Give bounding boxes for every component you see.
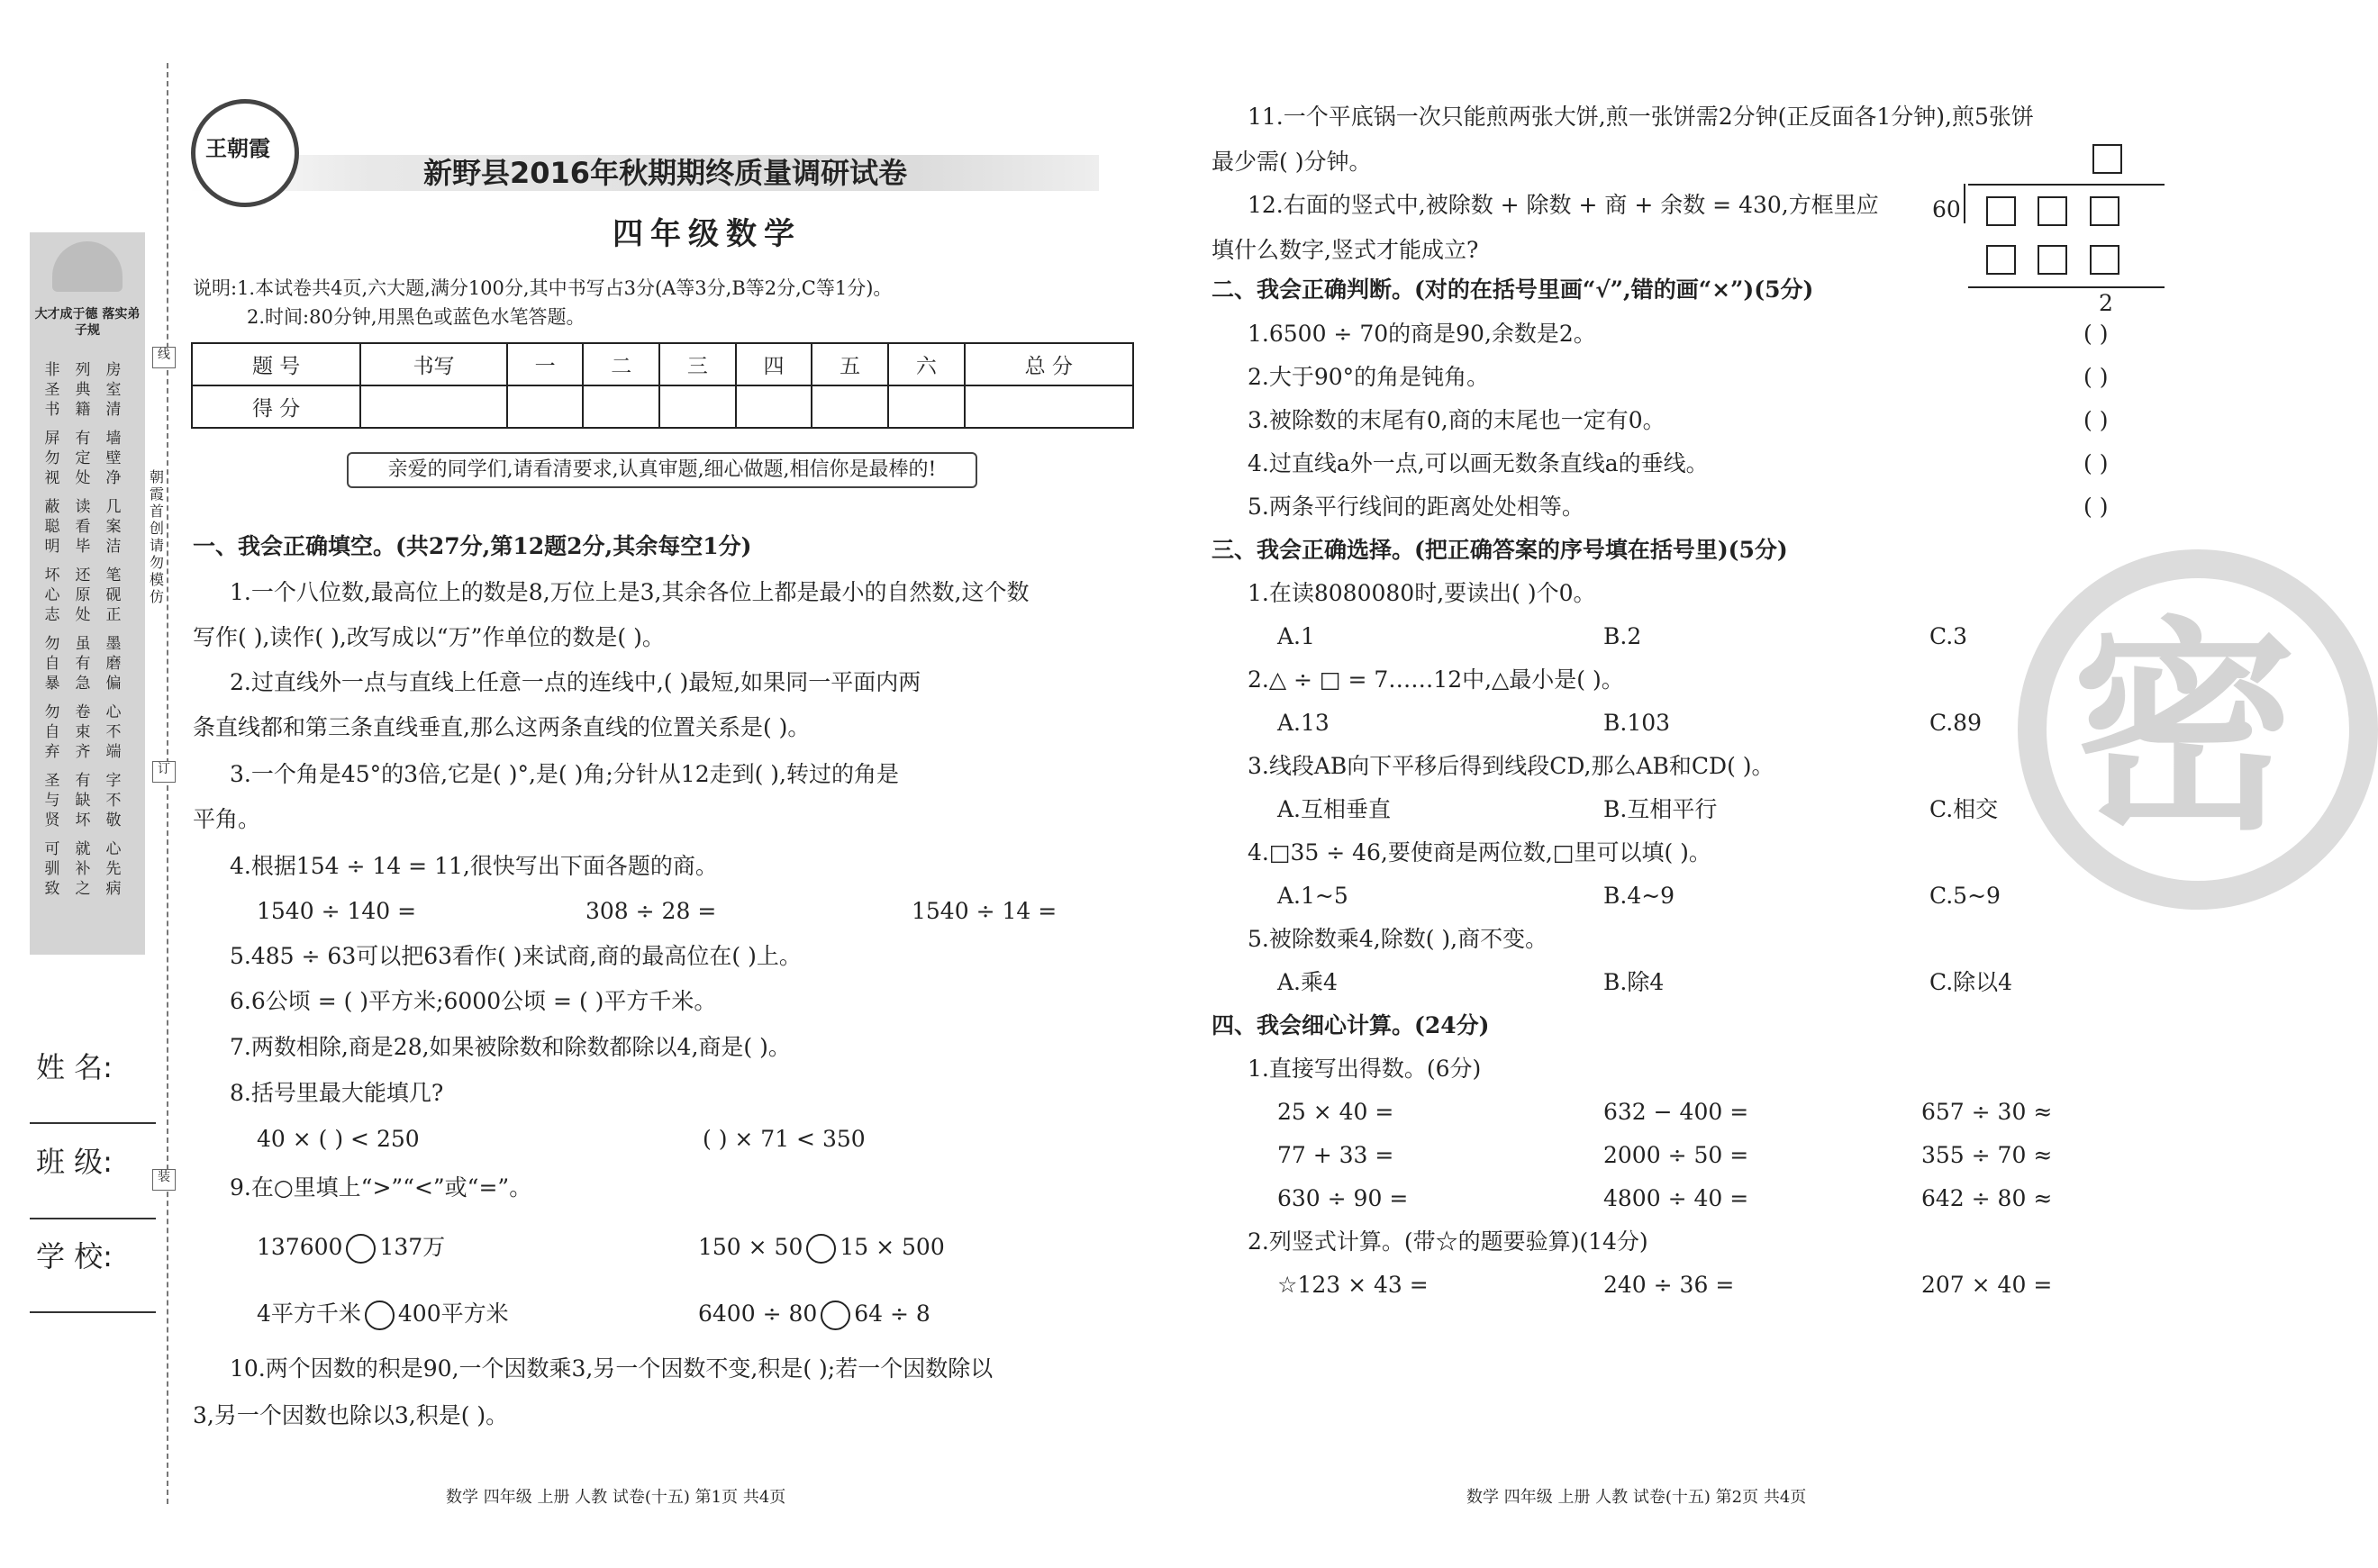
sidebar-char: 虽 bbox=[75, 635, 91, 653]
section1-title: 一、我会正确填空。(共27分,第12题2分,其余每空1分) bbox=[193, 533, 752, 559]
choice-question: 1.在读8080080时,要读出( )个0。 bbox=[1248, 580, 1596, 606]
compare-circle[interactable] bbox=[346, 1234, 376, 1264]
score-header-cell: 一 bbox=[507, 343, 584, 385]
sidebar-char: 就 bbox=[75, 840, 91, 858]
score-row-label: 得 分 bbox=[192, 385, 360, 428]
sidebar-char: 字 bbox=[105, 772, 122, 790]
sidebar-char: 净 bbox=[105, 469, 122, 487]
binding-mark-line: 线 bbox=[152, 347, 176, 368]
watermark-char: 密 bbox=[2072, 598, 2297, 860]
sidebar-char: 与 bbox=[44, 792, 60, 810]
class-label: 班 级: bbox=[36, 1145, 113, 1179]
judge-item: 4.过直线a外一点,可以画无数条直线a的垂线。 bbox=[1248, 450, 1709, 476]
question-4-item: 1540 ÷ 140 = bbox=[257, 898, 417, 924]
choice-option[interactable]: B.103 bbox=[1603, 710, 1671, 736]
digit-box[interactable] bbox=[1986, 245, 2016, 275]
sidebar-char: 正 bbox=[105, 606, 122, 624]
sidebar-char: 自 bbox=[44, 655, 60, 673]
binding-mark-bind: 装 bbox=[152, 1169, 176, 1191]
judge-item: 5.两条平行线间的距离处处相等。 bbox=[1248, 494, 1584, 520]
judge-answer[interactable]: ( ) bbox=[2083, 494, 2109, 520]
sidebar-char: 束 bbox=[75, 723, 91, 741]
question-3-line2: 平角。 bbox=[193, 806, 261, 832]
choice-option[interactable]: A.1~5 bbox=[1277, 883, 1348, 909]
question-2-line1: 2.过直线外一点与直线上任意一点的连线中,( )最短,如果同一平面内两 bbox=[230, 669, 921, 695]
sidebar-char: 处 bbox=[75, 606, 91, 624]
score-cell[interactable] bbox=[888, 385, 965, 428]
digit-box[interactable] bbox=[2092, 144, 2122, 174]
sidebar-char: 心 bbox=[44, 586, 60, 604]
sidebar-char: 急 bbox=[75, 675, 91, 693]
vertical-note: 朝霞首创 请勿模仿 bbox=[149, 468, 164, 605]
judge-answer[interactable]: ( ) bbox=[2083, 364, 2109, 390]
compare-left: 4平方千米 bbox=[257, 1301, 361, 1327]
sidebar-char: 砚 bbox=[105, 586, 122, 604]
compare-right: 137万 bbox=[379, 1234, 446, 1260]
binding-mark-order: 订 bbox=[152, 761, 176, 783]
compare-item bbox=[698, 1234, 945, 1264]
sidebar-char: 毕 bbox=[75, 538, 91, 556]
division-bar bbox=[1968, 184, 2165, 186]
sidebar-char: 病 bbox=[105, 880, 122, 898]
score-cell[interactable] bbox=[583, 385, 659, 428]
compare-circle[interactable] bbox=[821, 1301, 850, 1330]
judge-answer[interactable]: ( ) bbox=[2083, 321, 2109, 347]
digit-box[interactable] bbox=[2038, 196, 2067, 226]
question-2-line2: 条直线都和第三条直线垂直,那么这两条直线的位置关系是( )。 bbox=[193, 714, 811, 740]
score-cell[interactable] bbox=[360, 385, 507, 428]
question-1-line1: 1.一个八位数,最高位上的数是8,万位上是3,其余各位上都是最小的自然数,这个数 bbox=[230, 579, 1030, 605]
division-bottom-bar bbox=[1968, 286, 2165, 288]
sidebar-char: 端 bbox=[105, 743, 122, 761]
sidebar-char: 心 bbox=[105, 703, 122, 721]
sidebar-char: 自 bbox=[44, 723, 60, 741]
sidebar-char: 原 bbox=[75, 586, 91, 604]
calc-item: 2000 ÷ 50 = bbox=[1603, 1142, 1749, 1168]
section4-sub2: 2.列竖式计算。(带☆的题要验算)(14分) bbox=[1248, 1228, 1648, 1255]
compare-right: 400平方米 bbox=[397, 1301, 509, 1327]
choice-option[interactable]: A.互相垂直 bbox=[1277, 796, 1392, 822]
calc-item: 630 ÷ 90 = bbox=[1277, 1185, 1409, 1211]
choice-question: 5.被除数乘4,除数( ),商不变。 bbox=[1248, 926, 1548, 952]
judge-answer[interactable]: ( ) bbox=[2083, 407, 2109, 433]
score-header-cell: 六 bbox=[888, 343, 965, 385]
sidebar-char: 磨 bbox=[105, 655, 122, 673]
vertical-calc-item: 240 ÷ 36 = bbox=[1603, 1272, 1735, 1298]
judge-item: 2.大于90°的角是钝角。 bbox=[1248, 364, 1490, 390]
question-12-line1: 12.右面的竖式中,被除数 + 除数 + 商 + 余数 = 430,方框里应 bbox=[1248, 192, 1879, 218]
sidebar-banner: 大才成于德 落实弟子规 bbox=[34, 307, 141, 338]
exam-subtitle: 四年级数学 bbox=[613, 216, 802, 252]
sidebar-char: 圣 bbox=[44, 772, 60, 790]
calc-item: 355 ÷ 70 ≈ bbox=[1921, 1142, 2053, 1168]
digit-box[interactable] bbox=[2090, 245, 2119, 275]
school-field[interactable] bbox=[30, 1311, 156, 1313]
sidebar-char: 勿 bbox=[44, 703, 60, 721]
compare-circle[interactable] bbox=[806, 1234, 836, 1264]
choice-question: 4.□35 ÷ 46,要使商是两位数,□里可以填( )。 bbox=[1248, 839, 1711, 866]
question-8: 8.括号里最大能填几? bbox=[230, 1080, 444, 1106]
calc-item: 77 + 33 = bbox=[1277, 1142, 1394, 1168]
compare-left: 150 × 50 bbox=[698, 1234, 803, 1260]
score-cell[interactable] bbox=[965, 385, 1133, 428]
question-11-line2: 最少需( )分钟。 bbox=[1212, 149, 1372, 175]
sidebar-char: 敬 bbox=[105, 811, 122, 829]
choice-option[interactable]: C.3 bbox=[1929, 623, 1968, 649]
compare-left: 6400 ÷ 80 bbox=[698, 1301, 818, 1327]
sidebar-char: 坏 bbox=[44, 566, 60, 585]
score-cell[interactable] bbox=[659, 385, 736, 428]
score-header-cell: 题 号 bbox=[192, 343, 360, 385]
question-8-item: ( ) × 71 < 350 bbox=[703, 1126, 866, 1152]
sidebar-char: 蔽 bbox=[44, 498, 60, 516]
sidebar-char: 非 bbox=[44, 361, 60, 379]
sidebar-char: 明 bbox=[44, 538, 60, 556]
sidebar-char: 视 bbox=[44, 469, 60, 487]
sidebar-char: 笔 bbox=[105, 566, 122, 585]
choice-question: 3.线段AB向下平移后得到线段CD,那么AB和CD( )。 bbox=[1248, 753, 1774, 779]
sidebar-char: 不 bbox=[105, 792, 122, 810]
choice-option[interactable]: C.相交 bbox=[1929, 796, 1999, 822]
question-7: 7.两数相除,商是28,如果被除数和除数都除以4,商是( )。 bbox=[230, 1034, 791, 1060]
sidebar-char: 不 bbox=[105, 723, 122, 741]
choice-option[interactable]: B.除4 bbox=[1603, 969, 1665, 995]
school-label: 学 校: bbox=[36, 1239, 113, 1273]
fold-line bbox=[167, 63, 168, 1504]
calc-item: 642 ÷ 80 ≈ bbox=[1921, 1185, 2053, 1211]
compare-right: 64 ÷ 8 bbox=[854, 1301, 930, 1327]
section2-title: 二、我会正确判断。(对的在括号里画“√”,错的画“×”)(5分) bbox=[1212, 276, 1814, 303]
choice-option[interactable]: B.2 bbox=[1603, 623, 1642, 649]
judge-answer[interactable]: ( ) bbox=[2083, 450, 2109, 476]
question-12-line2: 填什么数字,竖式才能成立? bbox=[1212, 237, 1479, 263]
score-cell[interactable] bbox=[812, 385, 888, 428]
sidebar-char: 勿 bbox=[44, 449, 60, 467]
sidebar-char: 之 bbox=[75, 880, 91, 898]
choice-option[interactable]: C.89 bbox=[1929, 710, 1982, 736]
name-field[interactable] bbox=[30, 1122, 156, 1124]
choice-option[interactable]: A.乘4 bbox=[1277, 969, 1338, 995]
instructions-line1: 说明:1.本试卷共4页,六大题,满分100分,其中书写占3分(A等3分,B等2分,C等1分)。 bbox=[193, 277, 893, 299]
sidebar-char: 墨 bbox=[105, 635, 122, 653]
sidebar-char: 看 bbox=[75, 518, 91, 536]
score-header-cell: 二 bbox=[583, 343, 659, 385]
brand-logo-text: 王朝霞 bbox=[205, 136, 270, 161]
sidebar-char: 典 bbox=[75, 381, 91, 399]
question-4-item: 308 ÷ 28 = bbox=[585, 898, 717, 924]
instructions-line2: 2.时间:80分钟,用黑色或蓝色水笔答题。 bbox=[247, 306, 585, 328]
sidebar-char: 勿 bbox=[44, 635, 60, 653]
sidebar-char: 有 bbox=[75, 430, 91, 448]
question-3-line1: 3.一个角是45°的3倍,它是( )°,是( )角;分针从12走到( ),转过的角是 bbox=[230, 761, 900, 787]
sidebar-char: 有 bbox=[75, 655, 91, 673]
choice-option[interactable]: C.除以4 bbox=[1929, 969, 2013, 995]
sidebar-char: 屏 bbox=[44, 430, 60, 448]
question-4-item: 1540 ÷ 14 = bbox=[912, 898, 1057, 924]
compare-left: 137600 bbox=[257, 1234, 343, 1260]
footer-left: 数学 四年级 上册 人教 试卷(十五) 第1页 共4页 bbox=[446, 1488, 786, 1507]
sidebar-char: 心 bbox=[105, 840, 122, 858]
sidebar-char: 志 bbox=[44, 606, 60, 624]
sidebar-char: 案 bbox=[105, 518, 122, 536]
sidebar-char: 致 bbox=[44, 880, 60, 898]
question-5: 5.485 ÷ 63可以把63看作( )来试商,商的最高位在( )上。 bbox=[230, 943, 802, 969]
exam-title: 新野县2016年秋期期终质量调研试卷 bbox=[423, 156, 908, 190]
question-6: 6.6公顷 = ( )平方米;6000公顷 = ( )平方千米。 bbox=[230, 988, 717, 1014]
score-table-header bbox=[192, 343, 1133, 385]
sidebar-char: 偏 bbox=[105, 675, 122, 693]
class-field[interactable] bbox=[30, 1218, 156, 1219]
sidebar-char: 聪 bbox=[44, 518, 60, 536]
digit-box[interactable] bbox=[2038, 245, 2067, 275]
sidebar-char: 可 bbox=[44, 840, 60, 858]
sidebar-char: 驯 bbox=[44, 860, 60, 878]
score-header-cell: 四 bbox=[736, 343, 812, 385]
compare-item bbox=[257, 1234, 445, 1264]
question-8-item: 40 × ( ) < 250 bbox=[257, 1126, 420, 1152]
calc-item: 25 × 40 = bbox=[1277, 1099, 1394, 1125]
sidebar-char: 书 bbox=[44, 401, 60, 419]
sidebar-char: 贤 bbox=[44, 811, 60, 829]
sidebar-char: 读 bbox=[75, 498, 91, 516]
sidebar-char: 有 bbox=[75, 772, 91, 790]
section4-sub1: 1.直接写出得数。(6分) bbox=[1248, 1056, 1482, 1082]
sidebar-char: 弃 bbox=[44, 743, 60, 761]
score-table-row bbox=[192, 385, 1133, 428]
encouragement-slogan: 亲爱的同学们,请看清要求,认真审题,细心做题,相信你是最棒的! bbox=[347, 452, 977, 488]
section4-title: 四、我会细心计算。(24分) bbox=[1212, 1012, 1490, 1038]
score-table bbox=[191, 342, 1134, 429]
digit-box[interactable] bbox=[2090, 196, 2119, 226]
choice-option[interactable]: A.1 bbox=[1277, 623, 1315, 649]
sidebar-char: 暴 bbox=[44, 675, 60, 693]
sidebar-char: 还 bbox=[75, 566, 91, 585]
division-bracket bbox=[1964, 184, 1976, 223]
sidebar-char: 壁 bbox=[105, 449, 122, 467]
compare-right: 15 × 500 bbox=[840, 1234, 945, 1260]
sidebar-char: 室 bbox=[105, 381, 122, 399]
sidebar-char: 先 bbox=[105, 860, 122, 878]
digit-box[interactable] bbox=[1986, 196, 2016, 226]
judge-item: 3.被除数的末尾有0,商的末尾也一定有0。 bbox=[1248, 407, 1666, 433]
sidebar-char: 定 bbox=[75, 449, 91, 467]
section3-title: 三、我会正确选择。(把正确答案的序号填在括号里)(5分) bbox=[1212, 537, 1788, 563]
sidebar-char: 卷 bbox=[75, 703, 91, 721]
question-10-line1: 10.两个因数的积是90,一个因数乘3,另一个因数不变,积是( );若一个因数除以 bbox=[230, 1355, 994, 1382]
choice-option[interactable]: A.13 bbox=[1277, 710, 1330, 736]
vertical-calc-item: ☆123 × 43 = bbox=[1277, 1272, 1429, 1298]
score-header-cell: 总 分 bbox=[965, 343, 1133, 385]
calc-item: 632 − 400 = bbox=[1603, 1099, 1749, 1125]
score-header-cell: 三 bbox=[659, 343, 736, 385]
choice-option[interactable]: B.互相平行 bbox=[1603, 796, 1718, 822]
question-9: 9.在○里填上“>”“<”或“=”。 bbox=[230, 1174, 532, 1201]
sidebar-char: 籍 bbox=[75, 401, 91, 419]
score-cell[interactable] bbox=[736, 385, 812, 428]
footer-right: 数学 四年级 上册 人教 试卷(十五) 第2页 共4页 bbox=[1466, 1488, 1807, 1507]
choice-option[interactable]: C.5~9 bbox=[1929, 883, 2001, 909]
sidebar-char: 圣 bbox=[44, 381, 60, 399]
vertical-calc-item: 207 × 40 = bbox=[1921, 1272, 2053, 1298]
judge-item: 1.6500 ÷ 70的商是90,余数是2。 bbox=[1248, 321, 1596, 347]
question-10-line2: 3,另一个因数也除以3,积是( )。 bbox=[193, 1402, 509, 1428]
question-11-line1: 11.一个平底锅一次只能煎两张大饼,煎一张饼需2分钟(正反面各1分钟),煎5张饼 bbox=[1248, 104, 2034, 130]
name-label: 姓 名: bbox=[36, 1050, 113, 1084]
remainder: 2 bbox=[2099, 290, 2113, 316]
score-cell[interactable] bbox=[507, 385, 584, 428]
sidebar-char: 齐 bbox=[75, 743, 91, 761]
score-header-cell: 书写 bbox=[360, 343, 507, 385]
question-4: 4.根据154 ÷ 14 = 11,很快写出下面各题的商。 bbox=[230, 853, 718, 879]
sidebar-char: 墙 bbox=[105, 430, 122, 448]
sidebar-char: 补 bbox=[75, 860, 91, 878]
divisor: 60 bbox=[1932, 196, 1961, 222]
question-1-line2: 写作( ),读作( ),改写成以“万”作单位的数是( )。 bbox=[193, 624, 665, 650]
score-header-cell: 五 bbox=[812, 343, 888, 385]
sidebar-char: 房 bbox=[105, 361, 122, 379]
choice-option[interactable]: B.4~9 bbox=[1603, 883, 1675, 909]
sidebar-char: 列 bbox=[75, 361, 91, 379]
calc-item: 4800 ÷ 40 = bbox=[1603, 1185, 1749, 1211]
calc-item: 657 ÷ 30 ≈ bbox=[1921, 1099, 2053, 1125]
sidebar-char: 坏 bbox=[75, 811, 91, 829]
sidebar-char: 几 bbox=[105, 498, 122, 516]
compare-circle[interactable] bbox=[365, 1301, 395, 1330]
compare-item bbox=[257, 1301, 509, 1330]
sidebar-char: 缺 bbox=[75, 792, 91, 810]
compare-item bbox=[698, 1301, 930, 1330]
sidebar-char: 洁 bbox=[105, 538, 122, 556]
sidebar-char: 清 bbox=[105, 401, 122, 419]
sidebar-char: 处 bbox=[75, 469, 91, 487]
choice-question: 2.△ ÷ □ = 7……12中,△最小是( )。 bbox=[1248, 666, 1624, 693]
